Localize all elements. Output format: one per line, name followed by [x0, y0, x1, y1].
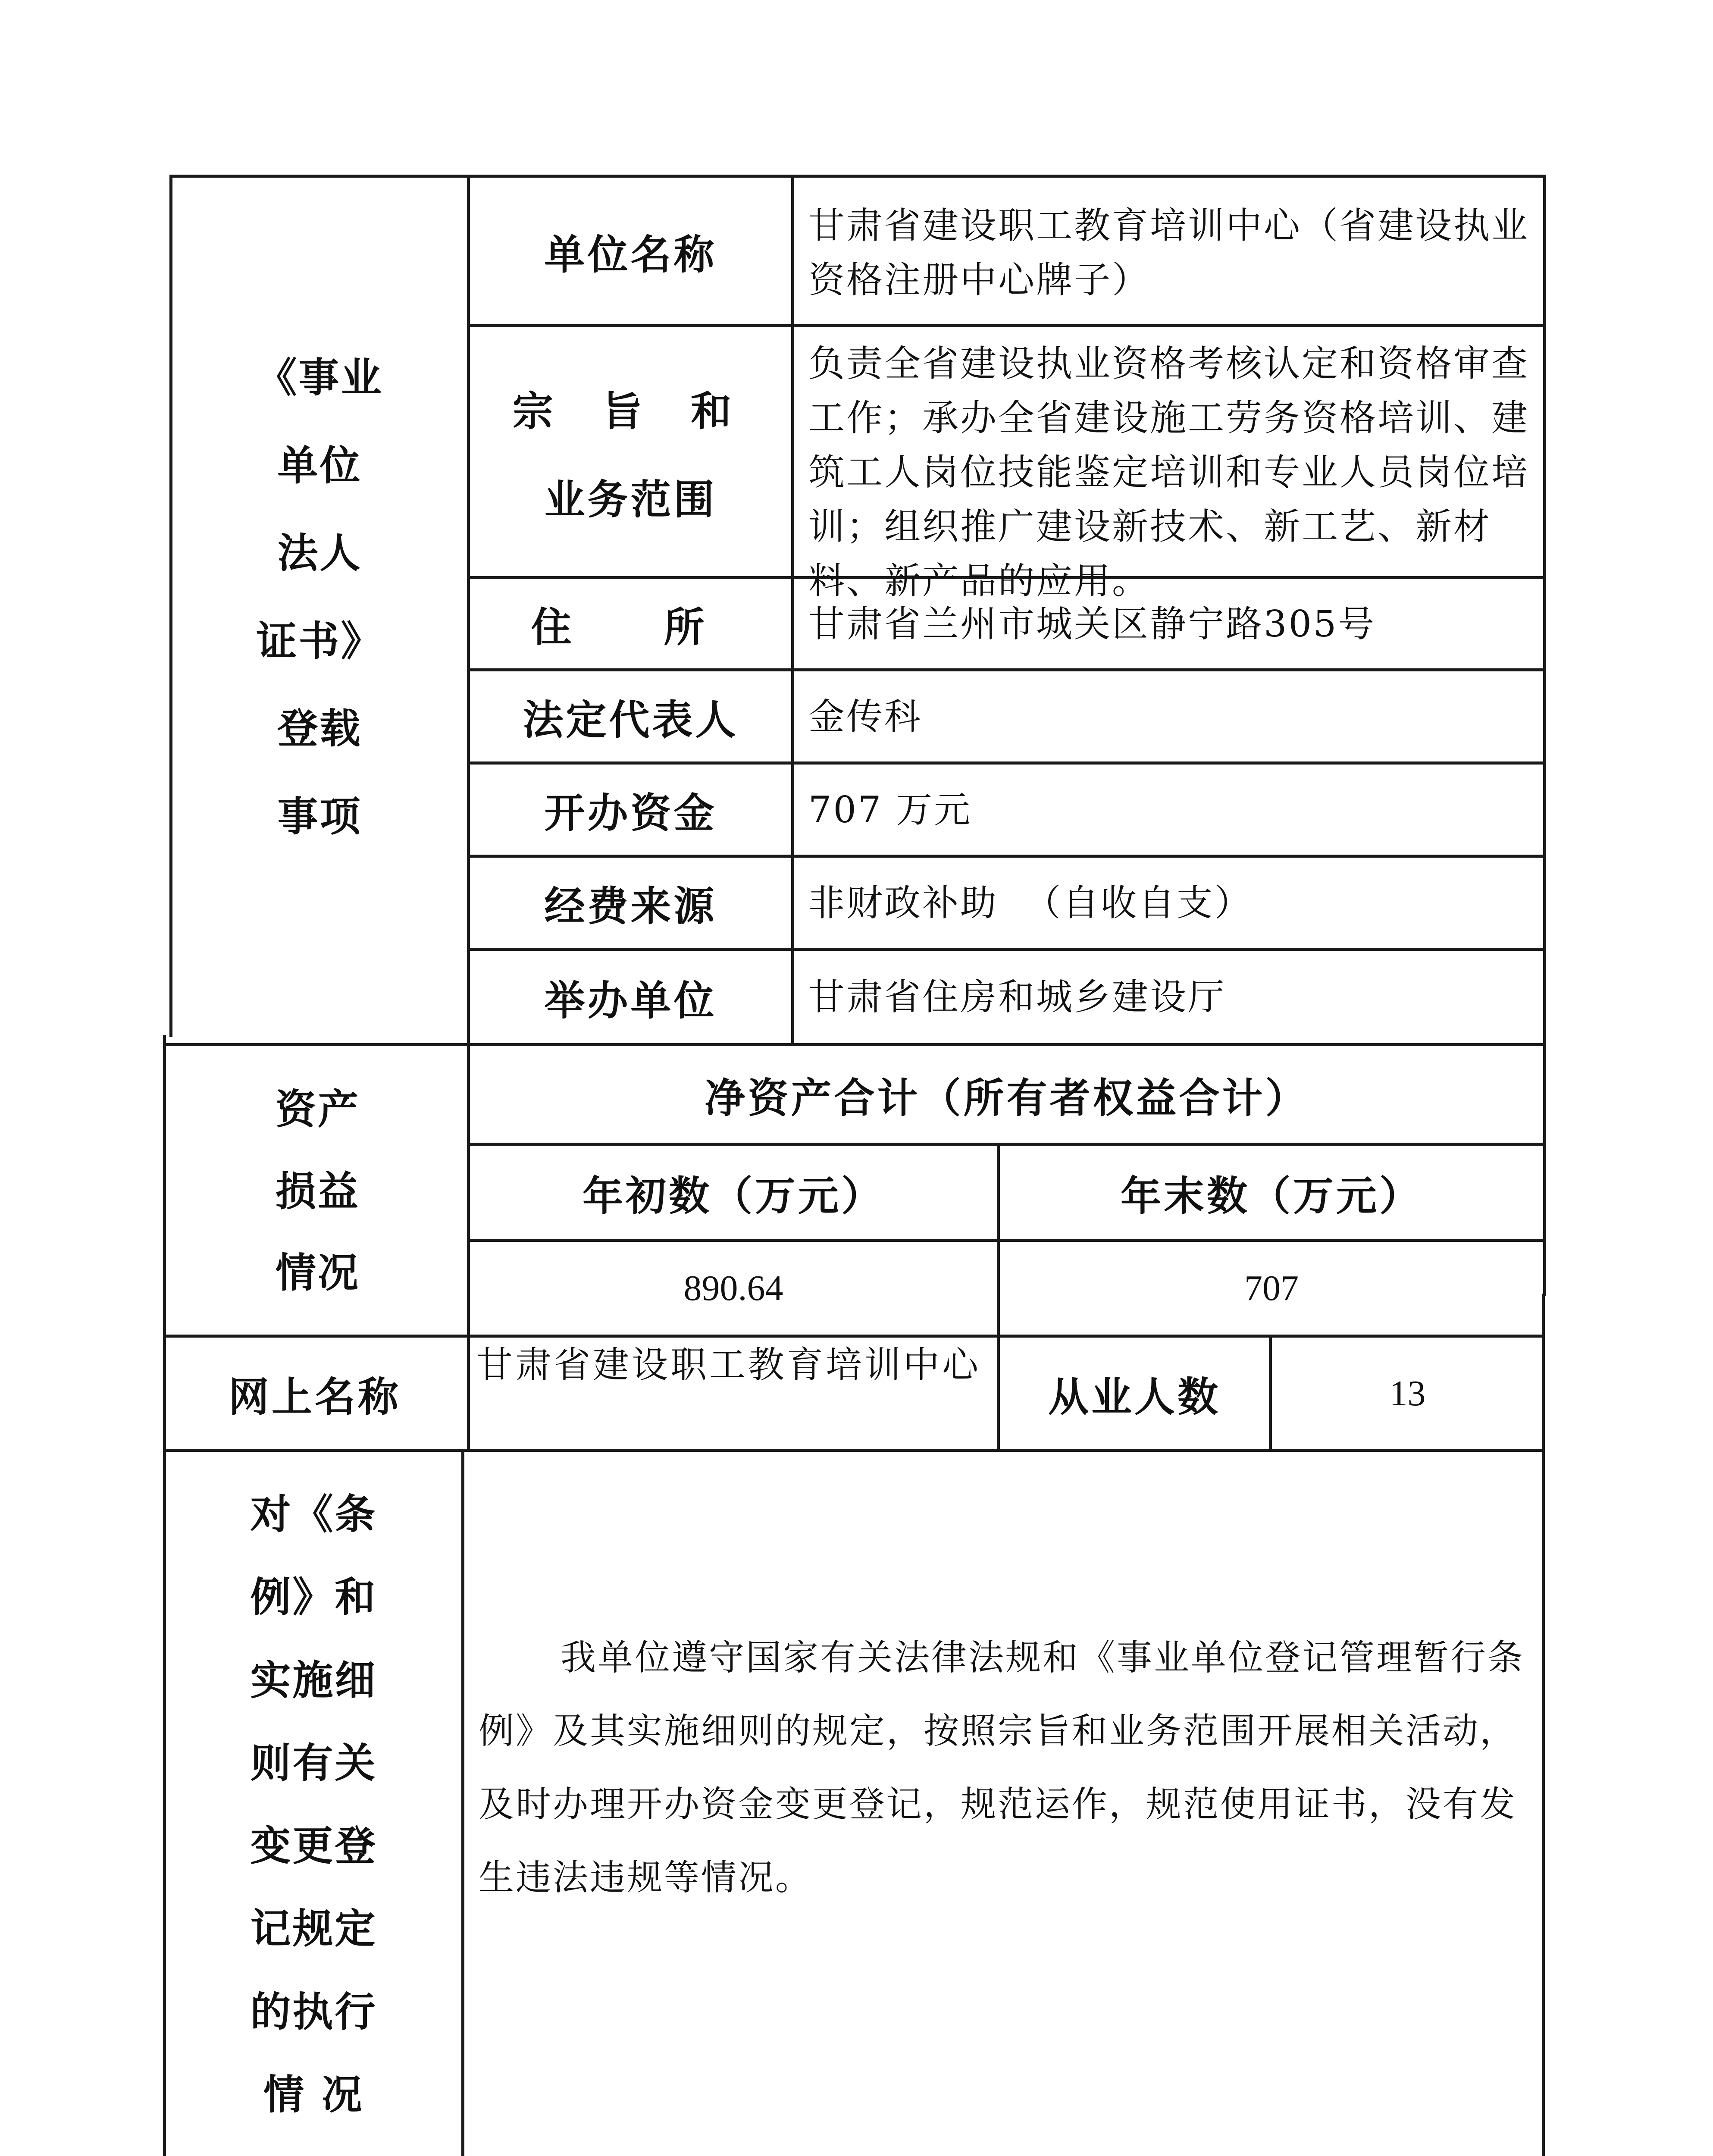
staff-count-value: 13 — [1389, 1373, 1426, 1413]
section1-side-label — [172, 310, 467, 884]
unit-name-value: 甘肃省建设职工教育培训中心（省建设执业资格注册中心牌子） — [808, 204, 1530, 301]
start-of-year-value: 890.64 — [683, 1268, 783, 1308]
section2-side-label — [169, 1048, 467, 1335]
section1-side-line: 证书》 — [256, 617, 383, 665]
col-divider-side-lower — [461, 1449, 464, 2156]
section3-top-line — [166, 1335, 1545, 1338]
capital-label: 开办资金 — [544, 790, 717, 837]
sponsor-value: 甘肃省住房和城乡建设厅 — [808, 976, 1226, 1018]
capital-value: 707 万元 — [808, 788, 972, 831]
section1-side-line: 法人 — [277, 530, 362, 577]
funding-source-value: 非财政补助 （自收自支） — [808, 881, 1253, 924]
unit-name-label: 单位名称 — [544, 231, 717, 279]
row-line-4 — [467, 761, 1545, 765]
section4-side-line: 变更登 — [250, 1822, 377, 1870]
compliance-statement: 我单位遵守国家有关法律法规和《事业单位登记管理暂行条例》及其实施细则的规定，按照宗旨和业务范围开展相关活动，及时办理开办资金变更登记，规范运作，规范使用证书，没有发生违法违规等情况。 — [479, 1637, 1525, 1898]
section2-side-line: 情况 — [275, 1249, 360, 1297]
table-border-top — [169, 175, 1546, 178]
section2-header-line — [467, 1143, 1545, 1146]
section4-side-line: 例》和 — [250, 1573, 377, 1621]
net-assets-header: 净资产合计（所有者权益合计） — [705, 1074, 1309, 1122]
section1-side-line: 事项 — [277, 793, 362, 840]
purpose-label-line: 宗 旨 和 — [512, 387, 749, 435]
section4-top-line — [165, 1449, 1544, 1452]
col-divider-middle — [997, 1145, 1000, 1451]
sponsor-label: 举办单位 — [544, 977, 717, 1025]
address-value: 甘肃省兰州市城关区静宁路305号 — [808, 602, 1376, 645]
section4-side-line: 情 况 — [263, 2071, 364, 2118]
section4-side-line: 对《条 — [250, 1491, 377, 1539]
start-of-year-header: 年初数（万元） — [582, 1172, 884, 1220]
end-of-year-value: 707 — [1244, 1268, 1299, 1308]
address-label: 住 所 — [531, 604, 730, 651]
section4-side-line: 记规定 — [250, 1905, 377, 1953]
staff-count-label: 从业人数 — [1048, 1373, 1221, 1421]
section4-side-line: 的执行 — [250, 1988, 377, 2036]
row-line-3 — [467, 668, 1545, 671]
section2-side-line: 损益 — [275, 1167, 360, 1215]
purpose-label-line: 业务范围 — [544, 476, 717, 523]
section2-side-line: 资产 — [275, 1085, 360, 1133]
table-border-left-lower — [163, 1035, 166, 2156]
table-border-left-upper — [169, 175, 172, 1037]
section4-side-line: 则有关 — [250, 1739, 377, 1787]
row-line-1 — [467, 324, 1545, 327]
col-divider-staff — [1269, 1337, 1272, 1451]
section4-side-label — [166, 1452, 461, 2156]
section1-side-line: 单位 — [277, 442, 362, 489]
table-border-right-upper — [1543, 175, 1546, 1296]
end-of-year-header: 年末数（万元） — [1120, 1172, 1422, 1220]
col-divider-side — [467, 175, 470, 1451]
section4-side-line: 实施细 — [250, 1656, 377, 1704]
col-divider-label — [791, 175, 794, 1046]
legal-rep-label: 法定代表人 — [523, 696, 739, 744]
section2-top-line — [166, 1043, 1545, 1046]
section1-side-line: 登载 — [277, 705, 362, 753]
purpose-label — [470, 327, 791, 576]
row-line-6 — [467, 948, 1545, 951]
funding-source-label: 经费来源 — [544, 883, 717, 930]
row-line-5 — [467, 855, 1545, 858]
section2-col-line — [467, 1239, 1545, 1242]
section1-side-line: 《事业 — [256, 354, 383, 402]
legal-rep-value: 金传科 — [808, 695, 923, 738]
online-name-value: 甘肃省建设职工教育培训中心 — [476, 1344, 981, 1386]
online-name-label: 网上名称 — [228, 1373, 401, 1421]
purpose-value: 负责全省建设执业资格考核认定和资格审查工作；承办全省建设施工劳务资格培训、建筑工人岗位技能鉴定培训和专业人员岗位培训；组织推广建设新技术、新工艺、新材料、新产品的应用。 — [808, 342, 1530, 602]
